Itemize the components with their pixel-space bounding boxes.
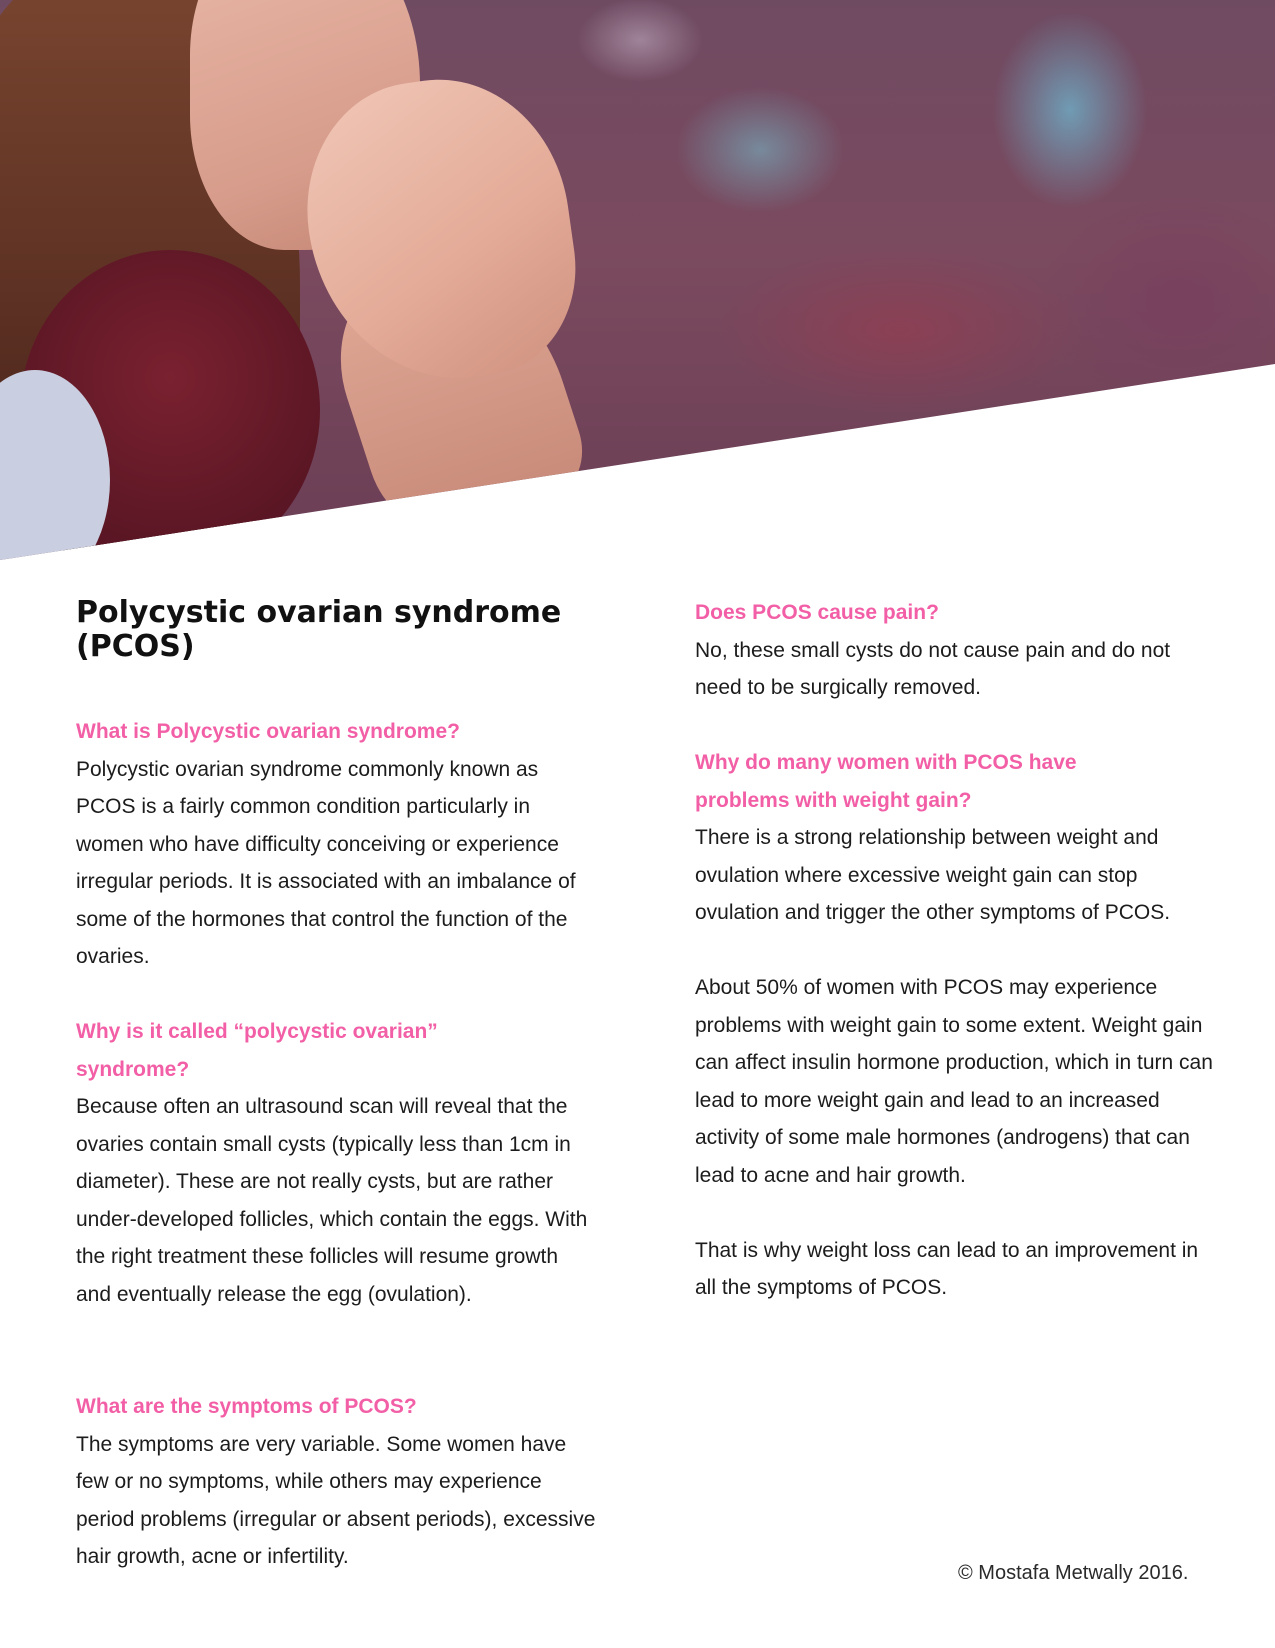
- section-paragraph: About 50% of women with PCOS may experience problems with weight gain to some extent. Weight gain can affect insulin hormone production, which in turn can lead to more weight gain and lead to an increased activity of some male hormones (androgens) that can lead to acne and hair growth.: [695, 976, 1213, 1187]
- section-paragraph: That is why weight loss can lead to an improvement in all the symptoms of PCOS.: [695, 1238, 1199, 1299]
- section-symptoms: [76, 1388, 596, 1576]
- section-what-is-pcos: [76, 713, 596, 976]
- section-why-called: [76, 1013, 596, 1313]
- section-question: Why do many women with PCOS have problems with weight gain?: [695, 751, 1077, 812]
- copyright-footer: © Mostafa Metwally 2016.: [958, 1562, 1189, 1584]
- section-question: What are the symptoms of PCOS?: [76, 1395, 417, 1418]
- section-answer: There is a strong relationship between weight and ovulation where excessive weight gain can stop ovulation and trigger the other symptoms of PCOS.: [695, 826, 1171, 924]
- section-pain: [695, 594, 1215, 707]
- section-weight-gain: [695, 744, 1215, 1307]
- section-answer: Because often an ultrasound scan will reveal that the ovaries contain small cysts (typically less than 1cm in diameter). These are not really cysts, but are rather under-developed follicles, which contain the eggs. With the right treatment these follicles will resume growth and eventually release the egg (ovulation).: [76, 1095, 588, 1306]
- page-title: Polycystic ovarian syndrome (PCOS): [76, 595, 562, 664]
- section-answer: Polycystic ovarian syndrome commonly known as PCOS is a fairly common condition particularly in women who have difficulty conceiving or experience irregular periods. It is associated with an imbalance of some of the hormones that control the function of the ovaries.: [76, 757, 576, 968]
- section-question: What is Polycystic ovarian syndrome?: [76, 720, 460, 743]
- section-answer: The symptoms are very variable. Some women have few or no symptoms, while others may experience period problems (irregular or absent periods), excessive hair growth, acne or infertility.: [76, 1432, 596, 1568]
- section-question: Does PCOS cause pain?: [695, 601, 939, 624]
- section-question: Why is it called “polycystic ovarian” syndrome?: [76, 1020, 438, 1081]
- hero-photo: [0, 0, 1275, 560]
- section-answer: No, these small cysts do not cause pain and do not need to be surgically removed.: [695, 638, 1171, 699]
